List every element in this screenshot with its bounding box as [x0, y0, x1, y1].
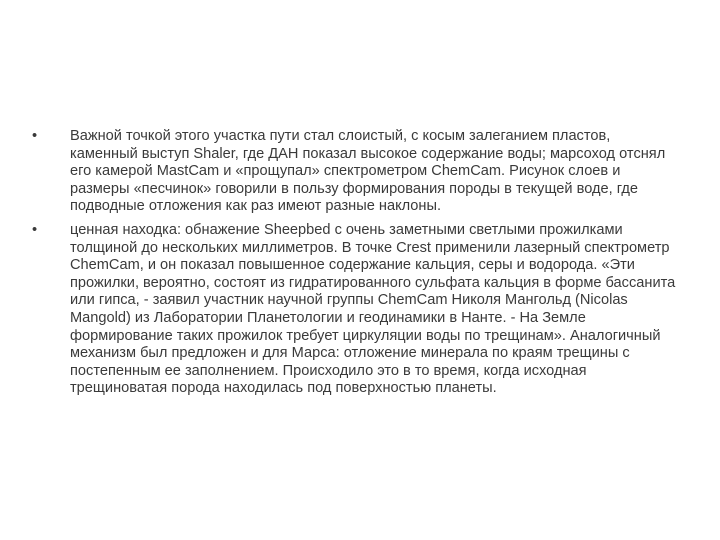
bullet-item-shaler: [32, 128, 682, 216]
bullet-item-sheepbed: [32, 222, 682, 398]
bullet-icon: •: [32, 221, 38, 238]
bullet-icon: •: [32, 128, 38, 144]
bullet-list: [32, 128, 682, 404]
bullet-text: Важной точкой этого участка пути стал слоистый, с косым залеганием пластов, каменный выступ Shaler, где ДАН показал высокое содержание воды; марсоход отснял его камерой MastCam и «прощупал» спектрометром ChemCam. Рисунок слоев и размеры «песчинок» говорили в пользу формирования породы в текущей воде, где подводные отложения как раз имеют разные наклоны.: [70, 128, 666, 215]
bullet-text: ценная находка: обнажение Sheepbed с очень заметными светлыми прожилками толщиной до нескольких миллиметров. В точке Crest применили лазерный спектрометр ChemCam, и он показал повышенное содержание кальция, серы и водорода. «Эти прожилки, вероятно, состоят из гидратированного сульфата кальция в форме бассанита или гипса, - заявил участник научной группы ChemCam Николя Мангольд (Nicolas Mangold) из Лаборатории Планетологии и геодинамики в Нанте. - На Земле формирование таких прожилок требует циркуляции воды по трещинам». Аналогичный механизм был предложен и для Марса: отложение минерала по краям трещины с постепенным ее заполнением. Происходило это в то время, когда исходная трещиноватая порода находилась под поверхностью планеты.: [70, 221, 676, 397]
